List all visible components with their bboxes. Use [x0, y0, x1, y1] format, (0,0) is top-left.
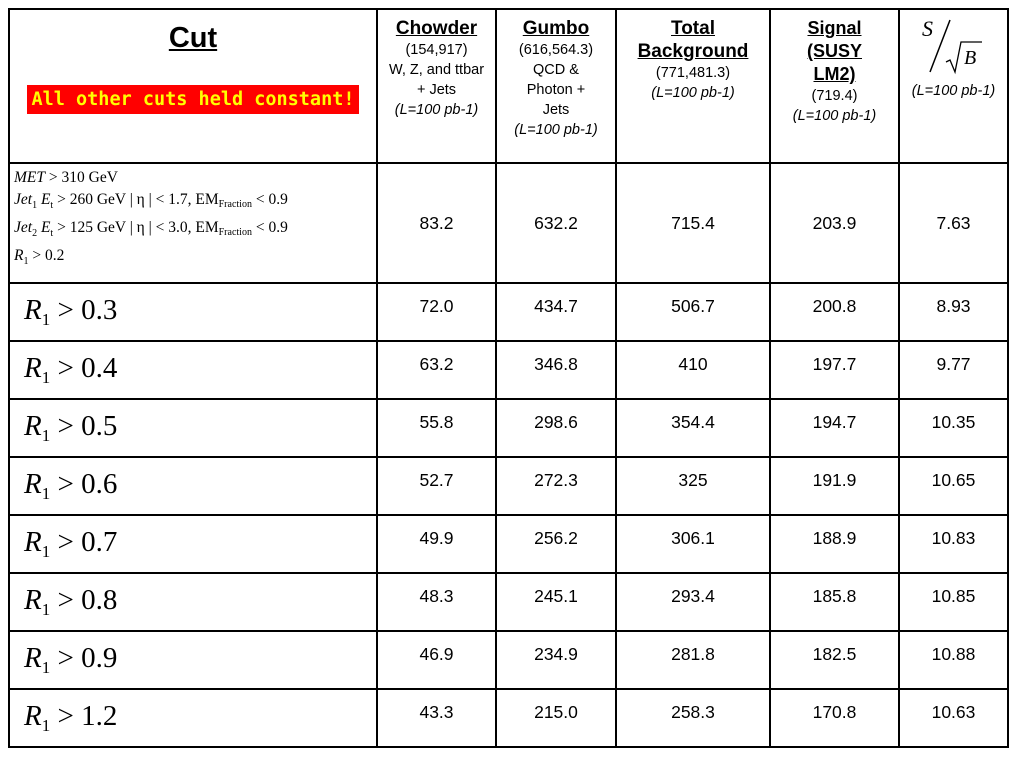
gumbo-desc: QCD & Photon + Jets — [526, 62, 586, 118]
table-row — [9, 515, 1008, 573]
gumbo-header — [496, 9, 616, 163]
r1-cut-label: $R_1 > 0.3$ — [9, 283, 377, 341]
total-background-count: (771,481.3) — [655, 65, 731, 81]
jet2-cut: Jet$_2$ $E_t > 125$ GeV | η | < 3.0, EMFraction < 0.9 — [14, 219, 288, 240]
signal-value: 191.9 — [770, 457, 899, 515]
table-row — [9, 573, 1008, 631]
baseline-chowder: 83.2 — [377, 163, 496, 283]
chowder-count: (154,917) — [405, 42, 468, 58]
signal-title: Signal (SUSY LM2) — [806, 18, 862, 84]
total-background-value: 281.8 — [616, 631, 770, 689]
total-background-value: 293.4 — [616, 573, 770, 631]
fraction-slash — [930, 20, 950, 72]
baseline-total: 715.4 — [616, 163, 770, 283]
cut-title: Cut — [168, 22, 218, 54]
significance-value: 10.88 — [899, 631, 1008, 689]
r1-cut-label: $R_1 > 1.2$ — [9, 689, 377, 747]
chowder-value: 43.3 — [377, 689, 496, 747]
r1-cut-label: $R_1 > 0.5$ — [9, 399, 377, 457]
total-background-value: 306.1 — [616, 515, 770, 573]
total-background-value: 354.4 — [616, 399, 770, 457]
r1-cut-label: $R_1 > 0.9$ — [9, 631, 377, 689]
signal-count: (719.4) — [811, 88, 858, 104]
chowder-desc: W, Z, and ttbar + Jets — [388, 62, 485, 98]
gumbo-value: 346.8 — [496, 341, 616, 399]
chowder-value: 52.7 — [377, 457, 496, 515]
chowder-lumi: (L=100 pb-1) — [394, 102, 479, 118]
gumbo-value: 434.7 — [496, 283, 616, 341]
signal-value: 200.8 — [770, 283, 899, 341]
baseline-signal: 203.9 — [770, 163, 899, 283]
cut-flow-table — [8, 8, 1009, 748]
chowder-value: 49.9 — [377, 515, 496, 573]
significance-header — [899, 9, 1008, 163]
s-over-root-b-formula — [914, 14, 994, 76]
gumbo-value: 256.2 — [496, 515, 616, 573]
total-background-title: Total Background — [637, 18, 749, 62]
signal-value: 197.7 — [770, 341, 899, 399]
signal-value: 194.7 — [770, 399, 899, 457]
jet1-cut: Jet$_1$ $E_t > 260$ GeV | η | < 1.7, EMFraction < 0.9 — [14, 191, 288, 212]
chowder-value: 48.3 — [377, 573, 496, 631]
chowder-header — [377, 9, 496, 163]
gumbo-value: 215.0 — [496, 689, 616, 747]
baseline-gumbo: 632.2 — [496, 163, 616, 283]
signal-lumi: (L=100 pb-1) — [792, 108, 877, 124]
significance-value: 8.93 — [899, 283, 1008, 341]
table-row — [9, 689, 1008, 747]
chowder-value: 63.2 — [377, 341, 496, 399]
signal-header — [770, 9, 899, 163]
signal-value: 188.9 — [770, 515, 899, 573]
significance-value: 10.85 — [899, 573, 1008, 631]
significance-lumi: (L=100 pb-1) — [911, 83, 996, 99]
total-background-header — [616, 9, 770, 163]
r1-cut-label: $R_1 > 0.7$ — [9, 515, 377, 573]
baseline-cut-cell — [9, 163, 377, 283]
sb-denominator: B — [963, 47, 976, 69]
chowder-value: 46.9 — [377, 631, 496, 689]
header-row — [9, 9, 1008, 163]
significance-value: 10.65 — [899, 457, 1008, 515]
total-background-value: 506.7 — [616, 283, 770, 341]
signal-value: 170.8 — [770, 689, 899, 747]
significance-value: 10.63 — [899, 689, 1008, 747]
met-cut: MET > 310 GeV — [14, 169, 118, 186]
chowder-value: 55.8 — [377, 399, 496, 457]
total-background-value: 410 — [616, 341, 770, 399]
table-row — [9, 341, 1008, 399]
baseline-row — [9, 163, 1008, 283]
signal-value: 185.8 — [770, 573, 899, 631]
r1-baseline-cut: $R_1 > 0.2$ — [14, 247, 65, 268]
gumbo-lumi: (L=100 pb-1) — [514, 122, 598, 138]
significance-value: 10.35 — [899, 399, 1008, 457]
total-background-value: 258.3 — [616, 689, 770, 747]
chowder-title: Chowder — [395, 18, 478, 39]
r1-cut-label: $R_1 > 0.8$ — [9, 573, 377, 631]
cut-header — [9, 9, 377, 163]
r1-cut-label: $R_1 > 0.6$ — [9, 457, 377, 515]
total-background-value: 325 — [616, 457, 770, 515]
gumbo-count: (616,564.3) — [518, 42, 594, 58]
total-background-lumi: (L=100 pb-1) — [651, 85, 735, 101]
significance-value: 10.83 — [899, 515, 1008, 573]
significance-value: 9.77 — [899, 341, 1008, 399]
gumbo-title: Gumbo — [522, 18, 590, 39]
chowder-value: 72.0 — [377, 283, 496, 341]
baseline-significance: 7.63 — [899, 163, 1008, 283]
table-row — [9, 399, 1008, 457]
gumbo-value: 272.3 — [496, 457, 616, 515]
table-row — [9, 283, 1008, 341]
table-row — [9, 457, 1008, 515]
signal-value: 182.5 — [770, 631, 899, 689]
table-row — [9, 631, 1008, 689]
r1-cut-label: $R_1 > 0.4$ — [9, 341, 377, 399]
gumbo-value: 245.1 — [496, 573, 616, 631]
constant-cuts-banner: All other cuts held constant! — [27, 85, 358, 114]
gumbo-value: 298.6 — [496, 399, 616, 457]
gumbo-value: 234.9 — [496, 631, 616, 689]
sb-numerator: S — [921, 16, 933, 41]
